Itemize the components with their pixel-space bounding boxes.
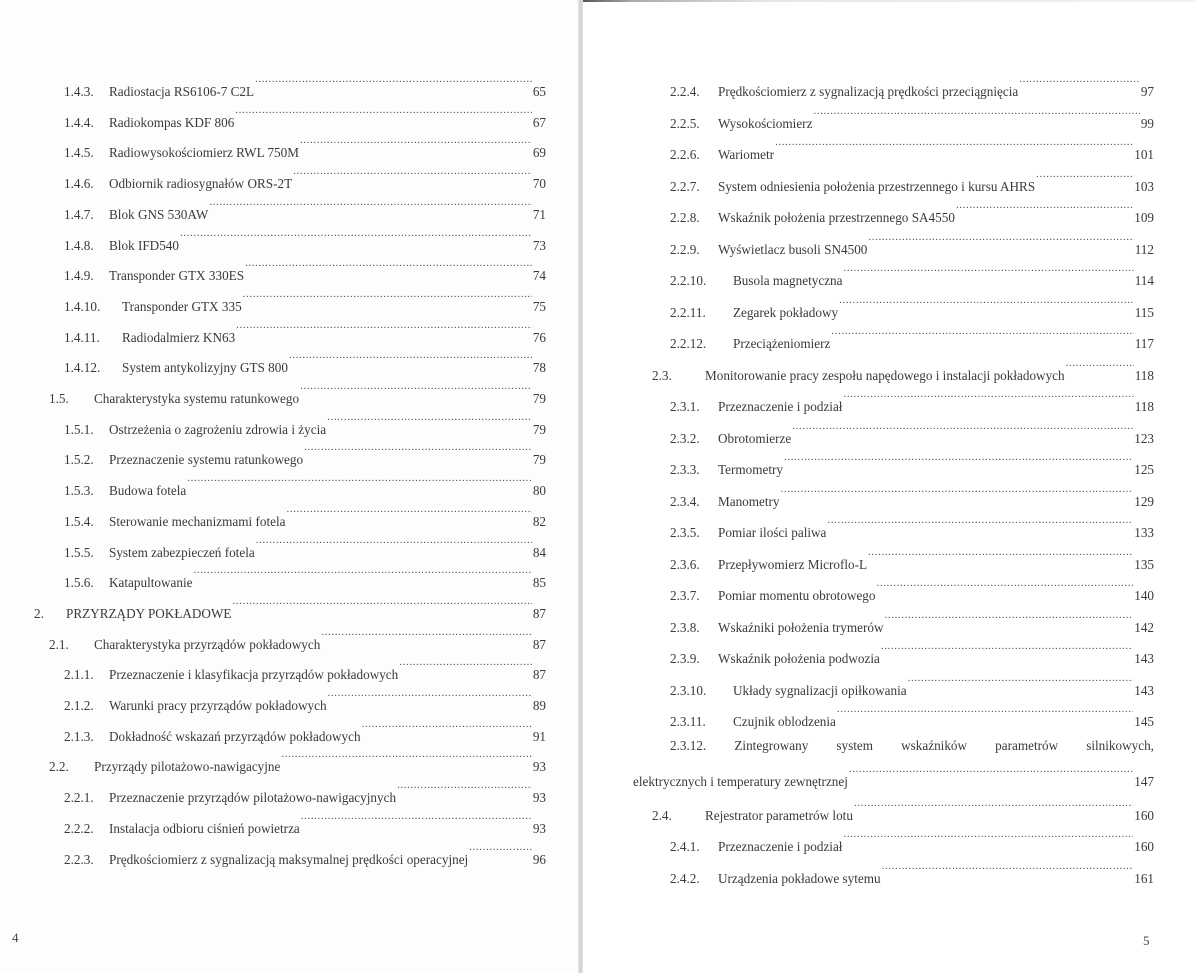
toc-entry-number: 2.2.11. <box>670 304 706 320</box>
toc-entry[interactable] <box>34 594 546 621</box>
toc-entry-number: 2.2.6. <box>670 147 700 162</box>
toc-entry-page[interactable]: 87 <box>532 636 546 652</box>
toc-entry[interactable] <box>670 576 1154 603</box>
toc-entry-number: 1.4.10. <box>64 298 101 314</box>
toc-entry-page[interactable]: 140 <box>1134 588 1154 603</box>
toc-entry-title[interactable]: Wskaźniki położenia trymerów <box>718 619 884 635</box>
dot-leader <box>255 72 532 96</box>
toc-entry-number: 2. <box>34 605 44 621</box>
toc-entry-number: 2.2. <box>49 759 69 775</box>
dot-leader <box>301 809 532 833</box>
dot-leader <box>868 545 1133 569</box>
toc-entry-title[interactable]: Obrotomierze <box>718 430 792 446</box>
toc-entry-wrapped-line2[interactable] <box>633 762 1154 789</box>
toc-entry[interactable] <box>652 356 1154 383</box>
toc-entry[interactable] <box>64 103 546 130</box>
dot-leader <box>849 762 1133 786</box>
toc-entry[interactable] <box>670 167 1154 194</box>
toc-entry[interactable] <box>670 482 1154 509</box>
toc-entry-number: 2.2.10. <box>670 273 707 288</box>
dot-leader <box>180 226 532 250</box>
toc-entry-page[interactable]: 129 <box>1134 493 1154 509</box>
toc-entry-page[interactable]: 96 <box>532 851 546 867</box>
toc-entry-title[interactable]: Prędkościomierz z sygnalizacją maksymalnej prędkości operacyjnej <box>109 851 469 867</box>
dot-leader <box>827 513 1133 537</box>
page-top-edge <box>583 0 1195 2</box>
toc-entry-title[interactable]: Przeznaczenie systemu ratunkowego <box>109 452 304 468</box>
dot-leader <box>885 608 1134 632</box>
toc-entry-title[interactable]: Blok IFD540 <box>109 237 179 253</box>
toc-entry-title[interactable]: Wariometr <box>718 147 775 162</box>
toc-entry-title[interactable]: Busola magnetyczna <box>733 273 843 288</box>
dot-leader <box>362 717 532 741</box>
toc-entry[interactable] <box>670 608 1154 635</box>
toc-entry-page[interactable]: 73 <box>532 237 546 253</box>
toc-entry[interactable] <box>64 318 546 345</box>
toc-entry-number: 1.4.4. <box>64 114 94 130</box>
dot-leader <box>908 671 1134 695</box>
toc-entry-title[interactable]: Radiostacja RS6106-7 C2L <box>109 84 255 99</box>
toc-entry-number: 2.2.2. <box>64 820 94 836</box>
toc-entry-page[interactable]: 91 <box>532 728 546 744</box>
toc-entry-number: 2.3.12. <box>670 737 707 753</box>
dot-leader <box>837 702 1133 726</box>
toc-entry-page[interactable]: 70 <box>532 176 546 192</box>
toc-entry-number: 2.4.1. <box>670 839 700 854</box>
dot-leader <box>877 576 1134 600</box>
toc-entry-number: 2.3.4. <box>670 493 700 509</box>
toc-entry-title[interactable]: Układy sygnalizacji opiłkowania <box>733 682 907 698</box>
toc-entry-page[interactable]: 82 <box>532 513 546 529</box>
toc-entry-number: 2.2.3. <box>64 851 94 867</box>
toc-entry-page[interactable]: 147 <box>1134 773 1154 789</box>
dot-leader <box>854 796 1133 820</box>
toc-entry-page[interactable]: 87 <box>532 667 546 683</box>
toc-entry-number: 2.2.8. <box>670 210 700 225</box>
toc-entry-page[interactable]: 123 <box>1134 430 1154 446</box>
dot-leader <box>187 471 532 495</box>
dot-leader <box>289 348 532 372</box>
toc-entry-page[interactable]: 85 <box>532 575 546 591</box>
toc-entry-number: 2.3. <box>652 367 672 383</box>
toc-entry-page[interactable]: 74 <box>532 268 546 284</box>
toc-entry-title-word[interactable]: silnikowych, <box>1086 737 1154 753</box>
toc-entry-title[interactable]: Warunki pracy przyrządów pokładowych <box>109 698 327 713</box>
toc-entry-page[interactable]: 79 <box>532 421 546 437</box>
toc-entry[interactable] <box>64 563 546 591</box>
toc-entry[interactable] <box>670 230 1154 257</box>
toc-entry-page[interactable]: 71 <box>532 206 546 222</box>
dot-leader <box>792 419 1133 443</box>
toc-entry-page[interactable]: 115 <box>1134 304 1154 320</box>
dot-leader <box>813 104 1139 128</box>
toc-entry[interactable] <box>670 104 1154 131</box>
dot-leader <box>293 164 532 188</box>
toc-entry-title[interactable]: Katapultowanie <box>109 575 193 591</box>
dot-leader <box>256 533 532 557</box>
toc-entry[interactable] <box>64 164 546 192</box>
toc-entry-number: 1.5.5. <box>64 544 94 560</box>
toc-entry-title[interactable]: Pomiar momentu obrotowego <box>718 588 876 603</box>
toc-entry-number: 2.2.5. <box>670 115 700 131</box>
toc-entry-page[interactable]: 93 <box>532 820 546 836</box>
toc-entry-title[interactable]: Przeznaczenie i podział <box>718 839 843 854</box>
toc-entry-number: 1.4.7. <box>64 206 94 222</box>
dot-leader <box>321 625 532 649</box>
toc-entry-page[interactable]: 78 <box>532 360 546 376</box>
toc-entry-title[interactable]: System antykolizyjny GTS 800 <box>122 360 288 376</box>
toc-entry-title[interactable]: Instalacja odbioru ciśnień powietrza <box>109 820 300 836</box>
dot-leader <box>243 287 532 311</box>
toc-entry-number: 2.2.7. <box>670 178 700 194</box>
toc-entry-page[interactable]: 125 <box>1134 462 1154 477</box>
toc-entry-number: 1.4.9. <box>64 268 94 284</box>
toc-entry-page[interactable]: 133 <box>1134 525 1154 540</box>
toc-entry[interactable] <box>64 440 546 468</box>
dot-leader <box>881 639 1133 663</box>
toc-entry[interactable] <box>670 671 1154 698</box>
toc-entry-title[interactable]: Ostrzeżenia o zagrożeniu zdrowia i życia <box>109 421 327 437</box>
toc-entry-title-word[interactable]: wskaźników <box>901 737 968 753</box>
dot-leader <box>399 655 532 679</box>
toc-entry[interactable] <box>652 796 1154 823</box>
toc-entry-title[interactable]: Termometry <box>718 462 783 477</box>
toc-entry[interactable] <box>670 72 1154 99</box>
toc-entry-title[interactable]: Dokładność wskazań przyrządów pokładowych <box>109 728 361 744</box>
toc-entry-title[interactable]: Wysokościomierz <box>718 115 813 131</box>
toc-entry[interactable] <box>670 261 1154 288</box>
toc-entry[interactable] <box>64 502 546 529</box>
toc-entry-number: 1.5.3. <box>64 483 94 499</box>
toc-entry-number: 1.5.1. <box>64 421 94 437</box>
toc-entry-page[interactable]: 79 <box>532 452 546 468</box>
toc-entry-number: 1.4.8. <box>64 237 94 253</box>
toc-entry-page[interactable]: 93 <box>532 759 546 775</box>
toc-entry-page[interactable]: 101 <box>1134 147 1154 162</box>
toc-entry-title[interactable]: Monitorowanie pracy zespołu napędowego i instalacji pokładowych <box>705 367 1065 383</box>
toc-entry-title[interactable]: Wskaźnik położenia podwozia <box>718 651 880 666</box>
toc-entry-number: 2.3.3. <box>670 462 700 477</box>
dot-leader <box>328 686 532 710</box>
toc-entry[interactable] <box>670 702 1154 729</box>
toc-entry-title[interactable]: Wskaźnik położenia przestrzennego SA4550 <box>718 210 955 225</box>
toc-entry-title[interactable]: Charakterystyka przyrządów pokładowych <box>94 636 321 652</box>
toc-entry-title[interactable]: Transponder GTX 335 <box>122 298 242 314</box>
dot-leader <box>882 859 1134 883</box>
dot-leader <box>843 827 1133 851</box>
toc-entry[interactable] <box>670 135 1154 162</box>
toc-entry-number: 2.3.7. <box>670 588 700 603</box>
toc-entry-title-word[interactable]: system <box>836 737 874 753</box>
toc-entry-page[interactable]: 97 <box>1140 84 1154 99</box>
toc-entry-title[interactable]: Radiokompas KDF 806 <box>109 114 235 130</box>
toc-entry-page[interactable]: 103 <box>1134 178 1154 194</box>
toc-entry-page[interactable]: 67 <box>532 114 546 130</box>
toc-entry[interactable] <box>64 686 546 713</box>
toc-entry[interactable] <box>64 348 546 376</box>
toc-entry-page[interactable]: 75 <box>532 298 546 314</box>
toc-entry-wrapped-line1[interactable] <box>670 734 1154 758</box>
toc-entry-title[interactable]: Przeznaczenie i klasyfikacja przyrządów pokładowych <box>109 667 399 683</box>
toc-entry-title[interactable]: Przyrządy pilotażowo-nawigacyjne <box>94 759 281 775</box>
dot-leader <box>209 195 531 219</box>
toc-entry-number: 2.2.9. <box>670 241 700 257</box>
dot-leader <box>194 563 532 587</box>
toc-entry[interactable] <box>670 545 1154 572</box>
toc-entry-number: 2.3.9. <box>670 651 700 666</box>
toc-entry-title[interactable]: Radiowysokościomierz RWL 750M <box>109 145 299 161</box>
dot-leader <box>781 482 1134 506</box>
toc-entry-page[interactable]: 80 <box>532 483 546 499</box>
dot-leader <box>1066 356 1134 380</box>
toc-entry-title[interactable]: Przeznaczenie i podział <box>718 399 843 414</box>
toc-entry-number: 2.2.12. <box>670 336 707 351</box>
toc-entry-number: 2.1. <box>49 636 69 652</box>
dot-leader <box>397 778 532 802</box>
toc-entry-number: 2.2.4. <box>670 84 700 99</box>
toc-entry-number: 2.4. <box>652 807 672 823</box>
toc-entry[interactable] <box>64 256 546 284</box>
toc-entry-title[interactable]: Sterowanie mechanizmami fotela <box>109 513 286 529</box>
toc-entry-page[interactable]: 76 <box>532 329 546 345</box>
toc-entry-number: 1.4.12. <box>64 360 101 376</box>
toc-entry-number: 2.3.8. <box>670 619 700 635</box>
toc-entry-page[interactable]: 93 <box>532 790 546 806</box>
toc-entry-number: 2.1.2. <box>64 698 94 713</box>
toc-entry-title-word[interactable]: Zintegrowany <box>734 737 809 753</box>
dot-leader <box>245 256 532 280</box>
toc-entry-number: 1.5.2. <box>64 452 94 468</box>
toc-entry-title[interactable]: Transponder GTX 330ES <box>109 268 245 284</box>
toc-entry[interactable] <box>670 859 1154 886</box>
toc-entry-page[interactable]: 84 <box>532 544 546 560</box>
toc-entry-page[interactable]: 135 <box>1134 556 1154 572</box>
toc-entry-title-continuation[interactable]: elektrycznych i temperatury zewnętrznej <box>633 773 848 789</box>
toc-entry[interactable] <box>64 809 546 836</box>
toc-entry[interactable] <box>64 778 546 806</box>
dot-leader <box>839 293 1134 317</box>
toc-entry-title[interactable]: Odbiornik radiosygnałów ORS-2T <box>109 176 293 192</box>
toc-entry-page[interactable]: 114 <box>1134 273 1154 288</box>
toc-entry-title[interactable]: Prędkościomierz z sygnalizacją prędkości przeciągnięcia <box>718 84 1019 99</box>
toc-entry-title[interactable]: System odniesienia położenia przestrzennego i kursu AHRS <box>718 178 1036 194</box>
toc-entry[interactable] <box>64 226 546 253</box>
toc-entry-page[interactable]: 160 <box>1134 839 1154 854</box>
toc-entry-page[interactable]: 145 <box>1134 714 1154 729</box>
toc-entry-title-word[interactable]: parametrów <box>995 737 1059 753</box>
toc-entry[interactable] <box>64 195 546 222</box>
dot-leader <box>232 594 531 618</box>
toc-entry-title[interactable]: Charakterystyka systemu ratunkowego <box>94 391 300 406</box>
toc-entry-number: 2.3.2. <box>670 430 700 446</box>
toc-entry[interactable] <box>64 133 546 161</box>
toc-entry[interactable] <box>670 419 1154 446</box>
toc-entry[interactable] <box>670 387 1154 414</box>
toc-entry-title[interactable]: Blok GNS 530AW <box>109 206 209 222</box>
dot-leader <box>287 502 532 526</box>
toc-entry-number: 2.3.10. <box>670 682 707 698</box>
toc-entry[interactable] <box>670 324 1154 351</box>
toc-entry-number: 2.2.1. <box>64 790 94 806</box>
toc-entry-page[interactable]: 87 <box>532 605 546 621</box>
toc-entry[interactable] <box>670 450 1154 477</box>
toc-entry-title[interactable]: Rejestrator parametrów lotu <box>705 807 853 823</box>
toc-entry-title[interactable]: Czujnik oblodzenia <box>733 714 836 729</box>
toc-entry-page[interactable]: 69 <box>532 145 546 161</box>
dot-leader <box>844 261 1134 285</box>
toc-entry-page[interactable]: 112 <box>1134 241 1154 257</box>
toc-entry-number: 2.3.11. <box>670 714 706 729</box>
toc-entry-number: 1.4.6. <box>64 176 94 192</box>
dot-leader <box>300 133 532 157</box>
page-number-left: 4 <box>12 930 19 945</box>
toc-entry-page[interactable]: 89 <box>532 698 546 713</box>
toc-entry-title[interactable]: Urządzenia pokładowe sytemu <box>718 870 881 886</box>
dot-leader <box>843 387 1133 411</box>
toc-entry[interactable] <box>64 287 546 314</box>
dot-leader <box>831 324 1133 348</box>
toc-entry[interactable] <box>64 533 546 560</box>
dot-leader <box>1019 72 1140 96</box>
toc-entry-number: 1.4.11. <box>64 329 100 345</box>
toc-entry-number: 1.5. <box>49 391 69 406</box>
dot-leader <box>235 103 532 127</box>
toc-entry-number: 1.4.3. <box>64 84 94 99</box>
dot-leader <box>327 410 532 434</box>
dot-leader <box>304 440 532 464</box>
dot-leader <box>775 135 1133 159</box>
toc-entry[interactable] <box>64 72 546 99</box>
toc-entry-title[interactable]: System zabezpieczeń fotela <box>109 544 255 560</box>
page-number-right: 5 <box>1143 933 1150 948</box>
toc-entry[interactable] <box>670 293 1154 320</box>
toc-entry[interactable] <box>64 410 546 437</box>
toc-entry[interactable] <box>670 639 1154 666</box>
toc-entry-title[interactable]: Manometry <box>718 493 780 509</box>
toc-entry-number: 1.4.5. <box>64 145 94 161</box>
toc-entry-number: 2.3.1. <box>670 399 700 414</box>
toc-entry-number: 1.5.4. <box>64 513 94 529</box>
toc-entry[interactable] <box>670 198 1154 225</box>
toc-entry-title[interactable]: Zegarek pokładowy <box>733 304 839 320</box>
dot-leader <box>956 198 1133 222</box>
toc-entry[interactable] <box>49 379 546 406</box>
toc-entry[interactable] <box>64 655 546 683</box>
toc-entry[interactable] <box>64 471 546 499</box>
dot-leader <box>281 747 531 771</box>
toc-entry-title[interactable]: Radiodalmierz KN63 <box>122 329 236 345</box>
toc-entry-number: 2.3.5. <box>670 525 700 540</box>
toc-entry-page[interactable]: 142 <box>1134 619 1154 635</box>
toc-entry[interactable] <box>670 827 1154 854</box>
dot-leader <box>784 450 1133 474</box>
toc-entry[interactable] <box>670 513 1154 540</box>
toc-entry-title[interactable]: Przeznaczenie przyrządów pilotażowo-nawigacyjnych <box>109 790 397 806</box>
dot-leader <box>868 230 1133 254</box>
left-page <box>0 0 580 973</box>
toc-entry-page[interactable]: 79 <box>532 391 546 406</box>
dot-leader <box>236 318 532 342</box>
toc-entry-page[interactable]: 117 <box>1134 336 1154 351</box>
toc-entry-number: 2.4.2. <box>670 870 700 886</box>
toc-entry-page[interactable]: 161 <box>1134 870 1154 886</box>
toc-entry-number: 2.1.1. <box>64 667 94 683</box>
toc-entry-title[interactable]: Przepływomierz Microflo-L <box>718 556 868 572</box>
toc-entry[interactable] <box>49 625 546 652</box>
dot-leader <box>1036 167 1133 191</box>
toc-entry-number: 1.5.6. <box>64 575 94 591</box>
toc-entry-title[interactable]: Wyświetlacz busoli SN4500 <box>718 241 868 257</box>
toc-entry-title[interactable]: Budowa fotela <box>109 483 187 499</box>
toc-entry-title[interactable]: Pomiar ilości paliwa <box>718 525 827 540</box>
toc-entry-title[interactable]: Przeciążeniomierz <box>733 336 831 351</box>
toc-entry-page[interactable]: 109 <box>1134 210 1154 225</box>
toc-entry-page[interactable]: 99 <box>1140 115 1154 131</box>
toc-entry-title[interactable]: PRZYRZĄDY POKŁADOWE <box>66 605 232 621</box>
toc-entry-page[interactable]: 143 <box>1134 651 1154 666</box>
dot-leader <box>469 840 532 864</box>
toc-entry-number: 2.1.3. <box>64 728 94 744</box>
dot-leader <box>300 379 532 403</box>
toc-entry-page[interactable]: 118 <box>1134 399 1154 414</box>
toc-entry[interactable] <box>64 840 546 867</box>
toc-entry-number: 2.3.6. <box>670 556 700 572</box>
right-page <box>583 0 1195 973</box>
toc-entry-page[interactable]: 118 <box>1134 367 1154 383</box>
toc-entry-page[interactable]: 143 <box>1134 682 1154 698</box>
toc-entry[interactable] <box>49 747 546 775</box>
toc-entry[interactable] <box>64 717 546 744</box>
toc-entry-page[interactable]: 160 <box>1134 807 1154 823</box>
toc-entry-page[interactable]: 65 <box>532 84 546 99</box>
